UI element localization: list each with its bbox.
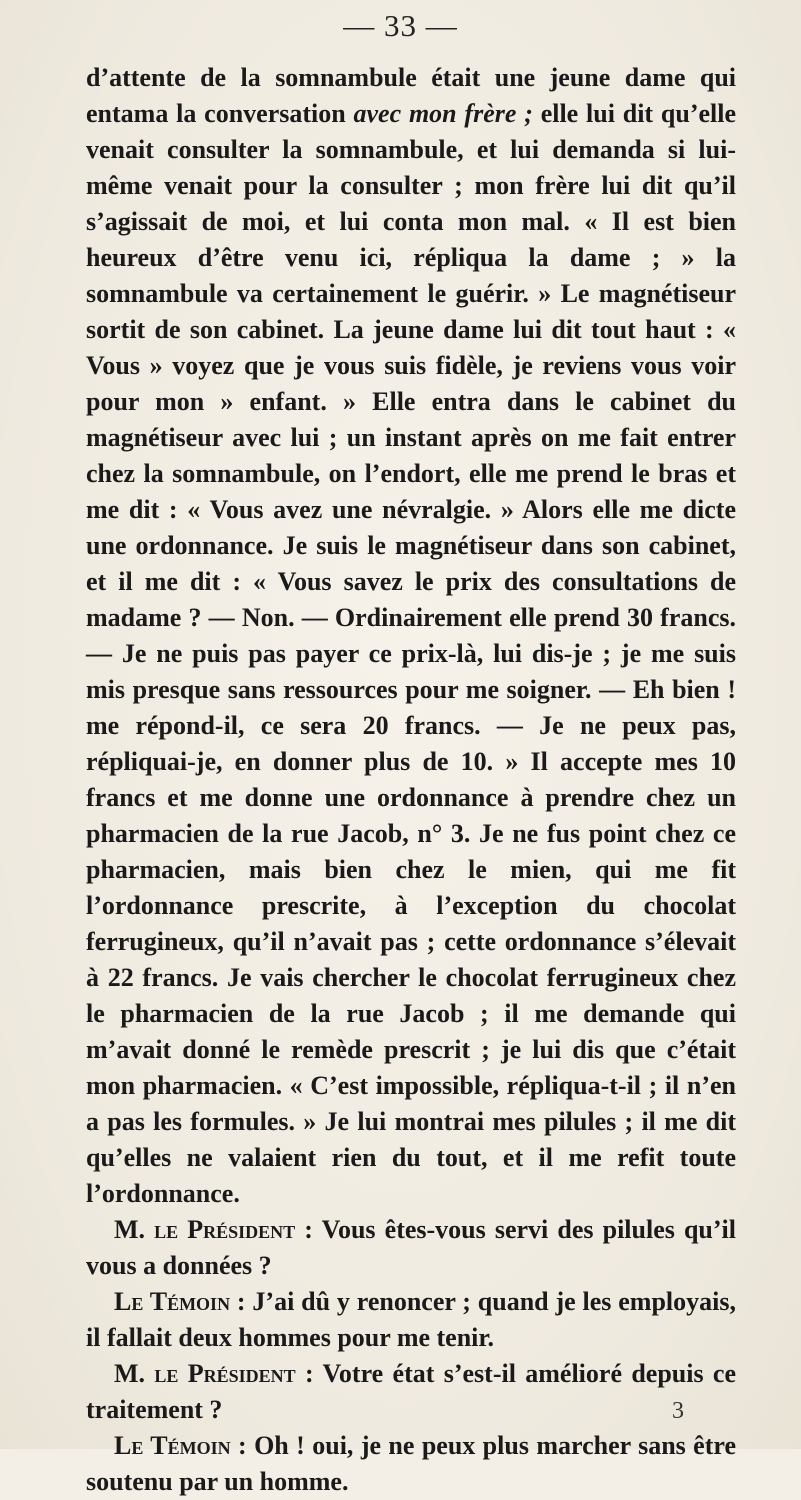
body-text: [86, 60, 736, 1500]
speaker-label: Le Témoin: [114, 1287, 231, 1316]
text-run: elle lui dit qu’elle venait consulter la somnambule, et lui demanda si lui-même venait pour la consulter ; mon frère lui dit qu’il s’agissait de moi, et lui conta mon mal. « Il est bien heureux d’être venu ici, répliqua la dame ; » la somnambule va certainement le guérir. » Le magnétiseur sortit de son cabinet. La jeune dame lui dit tout haut : « Vous » voyez que je vous suis fidèle, je reviens vous voir pour mon » enfant. » Elle entra dans le cabinet du magnétiseur avec lui ; un instant après on me fait entrer chez la somnambule, on l’endort, elle me prend le bras et me dit : « Vous avez une névralgie. » Alors elle me dicte une ordonnance. Je suis le magnétiseur dans son cabinet, et il me dit : « Vous savez le prix des consultations de madame ? — Non. — Ordinairement elle prend 30 francs. — Je ne puis pas payer ce prix-là, lui dis-je ; je me suis mis presque sans ressources pour me soigner. — Eh bien ! me répond-il, ce sera 20 francs. — Je ne peux pas, répliquai-je, en donner plus de 10. » Il accepte mes 10 francs et me donne une ordonnance à prendre chez un pharmacien de la rue Jacob, n° 3. Je ne fus point chez ce pharmacien, mais bien chez le mien, qui me fit l’ordonnance prescrite, à l’exception du chocolat ferrugineux, qu’il n’avait pas ; cette ordonnance s’élevait à 22 francs. Je vais chercher le chocolat ferrugineux chez le pharmacien de la rue Jacob ; il me demande qui m’avait donné le remède prescrit ; je lui dis que c’était mon pharmacien. « C’est impossible, répliqua-t-il ; il n’en a pas les formules. » Je lui montrai mes pilules ; il me dit qu’elles ne valaient rien du tout, et il me refit toute l’ordonnance.: [86, 99, 737, 1208]
text-run: d’attente de la somnambule était une jeune dame qui entama la conversation: [86, 63, 736, 128]
paragraph-testimony: [86, 60, 736, 1212]
page-number: — 33 —: [343, 8, 458, 43]
paragraph-witness-answer: [86, 1284, 736, 1356]
italic-text-run: avec mon frère ;: [353, 99, 533, 128]
speech-text: : Votre état s’est-il amélioré depuis ce traitement ?: [86, 1359, 737, 1424]
speaker-label: Le Témoin: [114, 1431, 231, 1460]
speaker-label: M. le Président: [114, 1215, 296, 1244]
paragraph-witness-answer: [86, 1428, 736, 1500]
paragraph-president-question: [86, 1356, 736, 1428]
speech-text: : J’ai dû y renoncer ; quand je les employais, il fallait deux hommes pour me tenir.: [86, 1287, 736, 1352]
speaker-label: M. le Président: [114, 1359, 296, 1388]
speech-text: : Vous êtes-vous servi des pilules qu’il vous a données ?: [86, 1215, 736, 1280]
paragraph-president-question: [86, 1212, 736, 1284]
speech-text: : Oh ! oui, je ne peux plus marcher sans être soutenu par un homme.: [86, 1431, 736, 1496]
signature-mark: 3: [672, 1398, 684, 1424]
